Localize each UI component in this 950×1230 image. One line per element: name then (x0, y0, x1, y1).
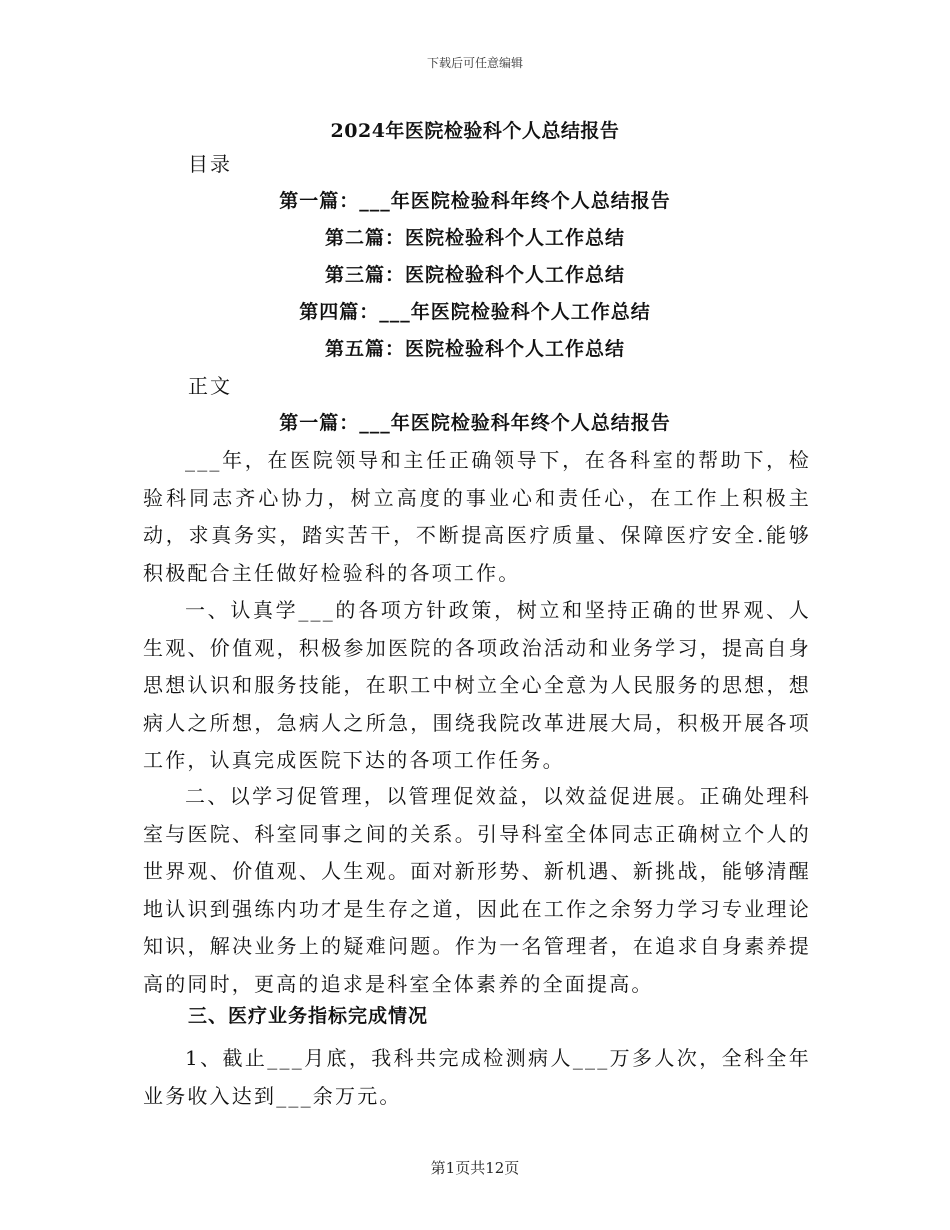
toc-item[interactable]: 第二篇：医院检验科个人工作总结 (324, 227, 625, 249)
chapter-heading: 第一篇：___年医院检验科年终个人总结报告 (279, 412, 671, 434)
toc-item[interactable]: 第四篇：___年医院检验科个人工作总结 (299, 301, 651, 323)
paragraph: 1、截止___月底，我科共完成检测病人___万多人次，全科全年业务收入达到___余万元。 (143, 1046, 811, 1108)
toc-item[interactable]: 第一篇：___年医院检验科年终个人总结报告 (279, 190, 671, 212)
toc-item[interactable]: 第三篇：医院检验科个人工作总结 (324, 264, 625, 286)
toc-label: 目录 (188, 152, 232, 176)
body-label: 正文 (188, 374, 232, 398)
section-heading: 三、医疗业务指标完成情况 (188, 1005, 429, 1027)
paragraph: 二、以学习促管理，以管理促效益，以效益促进展。正确处理科室与医院、科室同事之间的关系。引导科室全体同志正确树立个人的世界观、价值观、人生观。面对新形势、新机遇、新挑战，能够清醒地认识到强练内功才是生存之道，因此在工作之余努力学习专业理论知识，解决业务上的疑难问题。作为一名管理者，在追求自身素养提高的同时，更高的追求是科室全体素养的全面提高。 (143, 784, 811, 996)
header-note: 下载后可任意编辑 (426, 56, 523, 70)
paragraph: 一、认真学___的各项方针政策，树立和坚持正确的世界观、人生观、价值观，积极参加医院的各项政治活动和业务学习，提高自身思想认识和服务技能，在职工中树立全心全意为人民服务的思想，想病人之所想，急病人之所急，围绕我院改革进展大局，积极开展各项工作，认真完成医院下达的各项工作任务。 (143, 598, 811, 772)
page-number: 第1页共12页 (430, 1159, 520, 1177)
document-title: 2024年医院检验科个人总结报告 (330, 120, 620, 142)
table-of-contents (0, 186, 950, 371)
toc-item[interactable]: 第五篇：医院检验科个人工作总结 (324, 338, 625, 360)
paragraph: ___年，在医院领导和主任正确领导下，在各科室的帮助下，检验科同志齐心协力，树立高度的事业心和责任心，在工作上积极主动，求真务实，踏实苦干，不断提高医疗质量、保障医疗安全.能够积极配合主任做好检验科的各项工作。 (143, 448, 811, 585)
